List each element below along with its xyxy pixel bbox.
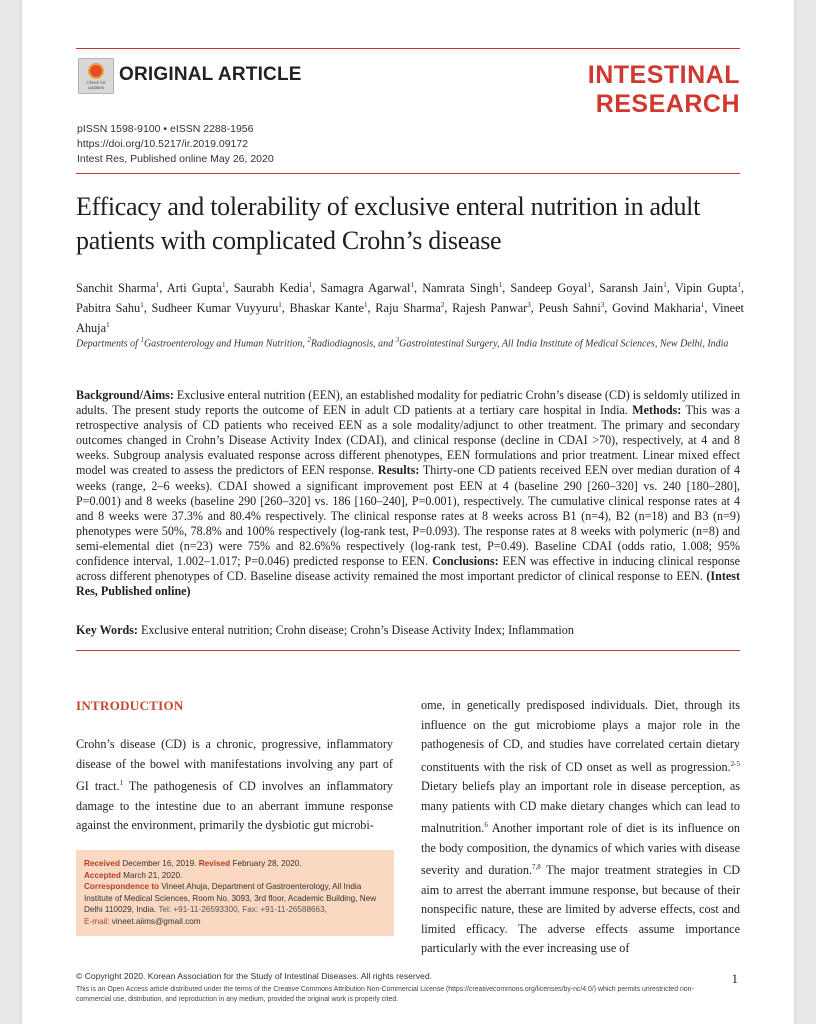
author-affiliation: 1 xyxy=(737,281,741,289)
author-affiliation: 3 xyxy=(527,301,531,310)
article-type: ORIGINAL ARTICLE xyxy=(119,64,302,85)
author-affiliation: 3 xyxy=(600,301,605,310)
introduction-heading: INTRODUCTION xyxy=(76,698,184,713)
author-name: Govind Makharia xyxy=(612,301,701,316)
author-name: Saurabh Kedia xyxy=(233,281,309,296)
check-updates-icon xyxy=(88,63,104,79)
doi-link[interactable]: https://doi.org/10.5217/ir.2019.09172 xyxy=(77,138,249,150)
abstract-conclusions-label: Conclusions: xyxy=(432,554,499,569)
author-name: Bhaskar Kante xyxy=(289,301,364,316)
author-name: Arti Gupta xyxy=(166,281,222,296)
author-affiliation: 1 xyxy=(663,281,667,289)
abstract-results: Thirty-one CD patients received EEN over median duration of 4 weeks (range, 2–6 weeks). CDAI showed a significant improvement post EEN at 4 (baseline 290 [260–320] vs. 240 [180–280], P=0.001) and 8 weeks (baseline 290 [260–320] vs. 186 [160–240], P=0.001), respectively. The cumulative clinical response rates at 4 and 8 weeks were 37.3% and 80.4% respectively. The clinical response rates at 8 weeks across B1 (n=4), B2 (n=18) and B3 (n=9) phenotypes were 50%, 78.8% and 100% respectively (log-rank test, P=0.093). The response rates at 8 weeks with polymeric (n=8) and semi-elemental diet (n=23) were 75% and 82.6%% respectively (log-rank test, P=0.49). Baseline CDAI (odds ratio, 1.008; 95% confidence interval, 1.002–1.017; P=0.046) predicted response to EEN. xyxy=(76,463,741,569)
header-rule xyxy=(76,173,740,174)
abstract-background: Exclusive enteral nutrition (EEN), an established modality for pediatric Crohn’s disease (CD) is seldomly utilized in adults. The present study reports the outcome of EEN in adult CD patients at a tertiary care hospital in India. xyxy=(76,388,740,418)
author-affiliation: 1 xyxy=(498,281,503,289)
copyright: © Copyright 2020. Korean Association for the Study of Intestinal Diseases. All rights reserved. xyxy=(76,971,432,981)
author-name: Sudheer Kumar Vuyyuru xyxy=(151,301,279,316)
received-info-box: Received December 16, 2019. Revised February 28, 2020. Accepted March 21, 2020. Correspondence to Vineet Ahuja, Department of Gastroenterology, All India Institute of Medical Sciences, Room No. 3093, 3rd floor, Academic Building, New Delhi 110029, India. Tel: +91-11-26593300, Fax: +91-11-26588663, E-mail: vineet.aiims@gmail.com xyxy=(76,850,394,936)
top-rule xyxy=(76,48,740,49)
author-name: Rajesh Panwar xyxy=(452,301,528,316)
author-affiliation: 1 xyxy=(363,301,368,310)
abstract xyxy=(76,388,740,599)
author-affiliation: 1 xyxy=(308,281,313,289)
journal-name-line1: INTESTINAL xyxy=(587,61,740,89)
author-affiliation: 1 xyxy=(587,281,591,289)
author-name: Vineet Ahuja xyxy=(76,301,744,336)
abstract-methods-label: Methods: xyxy=(632,403,682,418)
intro-left-column: Crohn’s disease (CD) is a chronic, progressive, inflammatory disease of the bowel with manifestations involving any part of GI tract.$^1$ The pathogenesis of CD involves an inflammatory damage to the intestine due to an aberrant immune response against the environment, primarily the dysbiotic gut microbi- xyxy=(76,737,393,833)
author-name: Sanchit Sharma xyxy=(76,281,156,296)
author-affiliation: 1 xyxy=(278,301,282,310)
author-name: Raju Sharma xyxy=(375,301,441,316)
abstract-citation: (Intest Res, Published online) xyxy=(76,569,740,599)
paper-page xyxy=(22,0,794,1024)
footer xyxy=(76,970,716,1005)
author-affiliation: 1 xyxy=(700,301,705,310)
author-name: Peush Sahni xyxy=(538,301,601,316)
abstract-background-label: Background/Aims: xyxy=(76,388,174,402)
author-name: Saransh Jain xyxy=(599,281,664,296)
correspondence-email[interactable]: vineet.aiims@gmail.com xyxy=(109,916,201,926)
article-title: Efficacy and tolerability of exclusive enteral nutrition in adult patients with complicated Crohn’s disease xyxy=(76,192,701,255)
published-date: Intest Res, Published online May 26, 2020 xyxy=(77,153,274,165)
author-affiliation: 1 xyxy=(155,281,160,289)
license-text: This is an Open Access article distributed under the terms of the Creative Commons Attribution Non-Commercial License (https://creativecommons.org/licenses/by-nc/4.0/) which permits unrestricted non-commercial use, distribution, and reproduction in any medium, provided the original work is properly cited. xyxy=(76,986,694,1003)
author-name: Vipin Gupta xyxy=(674,281,738,296)
keywords-rule xyxy=(76,650,740,651)
check-for-updates-badge[interactable] xyxy=(78,58,114,94)
affiliations: Departments of $^1$Gastroenterology and Human Nutrition, $^2$Radiodiagnosis, and $^3$Gastrointestinal Surgery, All India Institute of Medical Sciences, New Delhi, India xyxy=(76,336,729,350)
keywords-label: Key Words: xyxy=(76,623,138,637)
abstract-results-label: Results: xyxy=(377,463,420,478)
author-affiliation: 2 xyxy=(440,301,445,310)
journal-logo xyxy=(588,61,740,119)
author-affiliation: 1 xyxy=(410,281,414,289)
abstract-methods: This was a retrospective analysis of CD patients who received EEN as a sole modality/adjunct to other treatment. The primary and secondary outcomes changed in Crohn’s Disease Activity Index (CDAI), and clinical response (decline in CDAI >70), respectively, at 4 and 8 weeks. Subgroup analysis evaluated response across different phenotypes, EEN formulations and prior treatment. Linear mixed effect model was created to assess the predictors of EEN response. xyxy=(76,403,741,478)
abstract-conclusions: EEN was effective in inducing clinical response across different phenotypes of CD. Baseline disease activity remained the most important predictor of clinical response to EEN. xyxy=(76,554,740,584)
author-list: Sanchit Sharma$^1$, Arti Gupta$^1$, Saurabh Kedia$^1$, Samagra Agarwal$^1$, Namrata Singh$^1$, Sandeep Goyal$^1$, Saransh Jain$^1$, Vipin Gupta$^1$, Pabitra Sahu$^1$, Sudheer Kumar Vuyyuru$^1$, Bhaskar Kante$^1$, Raju Sharma$^2$, Rajesh Panwar$^3$, Peush Sahni$^3$, Govind Makharia$^1$, Vineet Ahuja$^1$ xyxy=(76,281,744,336)
author-affiliation: 1 xyxy=(106,321,110,330)
author-affiliation: 1 xyxy=(221,281,226,289)
badge-text: Check for updates xyxy=(86,80,106,90)
keywords xyxy=(76,622,740,638)
issn: pISSN 1598-9100 • eISSN 2288-1956 xyxy=(77,123,254,135)
journal-name-line2: RESEARCH xyxy=(595,90,740,118)
author-name: Sandeep Goyal xyxy=(510,281,588,296)
author-name: Samagra Agarwal xyxy=(320,281,411,296)
intro-right-column: ome, in genetically predisposed individuals. Diet, through its influence on the gut microbiome plays a major role in the pathogenesis of CD, and studies have correlated certain dietary constituents with the risk of CD onset as well as progression.$^{2-5}$ Dietary beliefs play an important role in disease perception, as many patients with CD make dietary changes which can lead to malnutrition.$^6$ Another important role of diet is its influence on the body composition, the dynamics of which varies with disease severity and duration.$^{7,8}$ The major treatment strategies in CD aim to arrest the aberrant immune response, but because of their nonspecific nature, these are limited by adverse effects, cost and limited efficacy. The adverse effects assume importance particularly with the ever increasing use of xyxy=(421,698,741,956)
publication-meta xyxy=(77,122,274,167)
author-name: Pabitra Sahu xyxy=(76,301,141,316)
author-name: Namrata Singh xyxy=(422,281,499,296)
keywords-text: Exclusive enteral nutrition; Crohn disease; Crohn’s Disease Activity Index; Inflammation xyxy=(137,623,574,637)
author-affiliation: 1 xyxy=(140,301,144,310)
page-number: 1 xyxy=(731,971,738,986)
